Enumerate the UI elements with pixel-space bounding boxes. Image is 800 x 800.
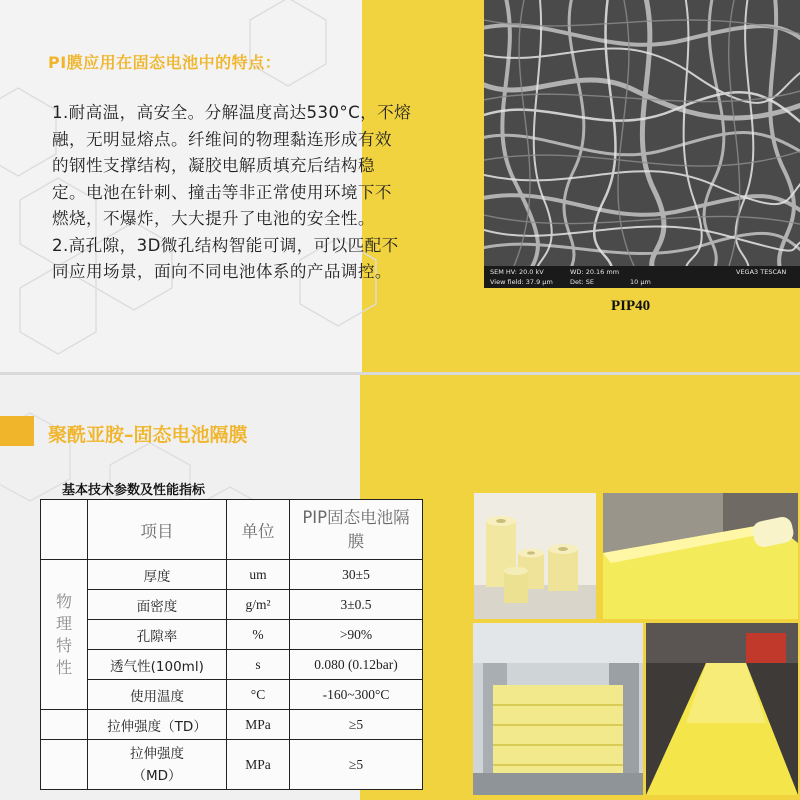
cell-item: 厚度 <box>88 560 227 590</box>
spec-table <box>40 499 423 790</box>
cell-item <box>88 740 227 790</box>
cell-item: 使用温度 <box>88 680 227 710</box>
bottom-section <box>0 375 800 800</box>
cell-value: 30±5 <box>290 560 423 590</box>
group-label-cell <box>41 560 88 710</box>
roll-short-2 <box>548 544 578 591</box>
photo-film-sheet <box>603 493 798 619</box>
roll-front <box>504 567 528 603</box>
table-row <box>41 590 423 620</box>
sem-instrument: VEGA3 TESCAN <box>736 268 787 276</box>
table-row <box>41 560 423 590</box>
cell-value: -160~300°C <box>290 680 423 710</box>
cell-item: 孔隙率 <box>88 620 227 650</box>
sem-view-field: View field: 37.9 μm <box>490 278 553 286</box>
cell-value: 3±0.5 <box>290 590 423 620</box>
header-item: 项目 <box>88 500 227 560</box>
film-table-image <box>646 623 798 795</box>
paragraph-line: 2.高孔隙，3D微孔结构智能可调，可以匹配不 <box>52 235 399 255</box>
header-product-text: PIP固态电池隔膜 <box>302 507 410 551</box>
group-empty-cell <box>41 710 88 740</box>
table-row <box>41 710 423 740</box>
table-title: 基本技术参数及性能指标 <box>62 483 206 498</box>
cell-value: 0.080 (0.12bar) <box>290 650 423 680</box>
section-heading-features: PI膜应用在固态电池中的特点： <box>48 53 282 72</box>
table-row <box>41 740 423 790</box>
cell-unit: um <box>227 560 290 590</box>
cell-item: 拉伸强度（TD） <box>88 710 227 740</box>
cell-unit: °C <box>227 680 290 710</box>
header-unit: 单位 <box>227 500 290 560</box>
film-rolls-image <box>474 493 596 619</box>
group-empty-cell <box>41 740 88 790</box>
cell-item-text: 拉伸强度（MD） <box>130 745 184 784</box>
sem-scale: 10 μm <box>630 278 651 286</box>
header-product <box>290 500 423 560</box>
cell-value: ≥5 <box>290 740 423 790</box>
paragraph-line: 燃烧，不爆炸，大大提升了电池的安全性。 <box>52 209 375 228</box>
cell-value: ≥5 <box>290 710 423 740</box>
sem-caption: PIP40 <box>611 298 651 314</box>
table-row <box>41 620 423 650</box>
cell-item: 面密度 <box>88 590 227 620</box>
sem-micrograph <box>484 0 800 288</box>
cell-item: 透气性(100ml) <box>88 650 227 680</box>
paragraph-line: 同应用场景，面向不同电池体系的产品调控。 <box>52 262 392 281</box>
cell-value: >90% <box>290 620 423 650</box>
cell-unit: MPa <box>227 740 290 790</box>
table-row <box>41 650 423 680</box>
paragraph-line: 的钢性支撑结构，凝胶电解质填充后结构稳 <box>52 156 375 175</box>
section-heading-separator: 聚酰亚胺–固态电池隔膜 <box>48 424 248 446</box>
cell-unit: % <box>227 620 290 650</box>
table-corner-cell <box>41 500 88 560</box>
sem-info-bar <box>484 266 800 288</box>
paragraph-line: 1.耐高温，高安全。分解温度高达530°C，不熔 <box>52 103 412 122</box>
heading-accent-bar <box>0 416 34 446</box>
paragraph-line: 定。电池在针刺、撞击等非正常使用环境下不 <box>52 182 392 202</box>
features-paragraph <box>52 100 462 286</box>
top-section <box>0 0 800 372</box>
film-sheet-image <box>603 493 798 619</box>
table-row <box>41 680 423 710</box>
fiber-network-image <box>484 0 800 266</box>
photo-production-line <box>473 623 643 795</box>
cell-unit: s <box>227 650 290 680</box>
sem-det: Det: SE <box>570 278 595 286</box>
sem-hv: SEM HV: 20.0 kV <box>490 268 544 276</box>
cell-unit: g/m² <box>227 590 290 620</box>
paragraph-line: 融，无明显熔点。纤维间的物理黏连形成有效 <box>52 129 392 149</box>
table-header-row <box>41 500 423 560</box>
sem-wd: WD: 20.16 mm <box>570 268 620 276</box>
production-line-image <box>473 623 643 795</box>
photo-film-table <box>646 623 798 795</box>
group-label: 物理特性 <box>55 591 72 677</box>
photo-film-rolls <box>474 493 596 619</box>
cell-unit: MPa <box>227 710 290 740</box>
